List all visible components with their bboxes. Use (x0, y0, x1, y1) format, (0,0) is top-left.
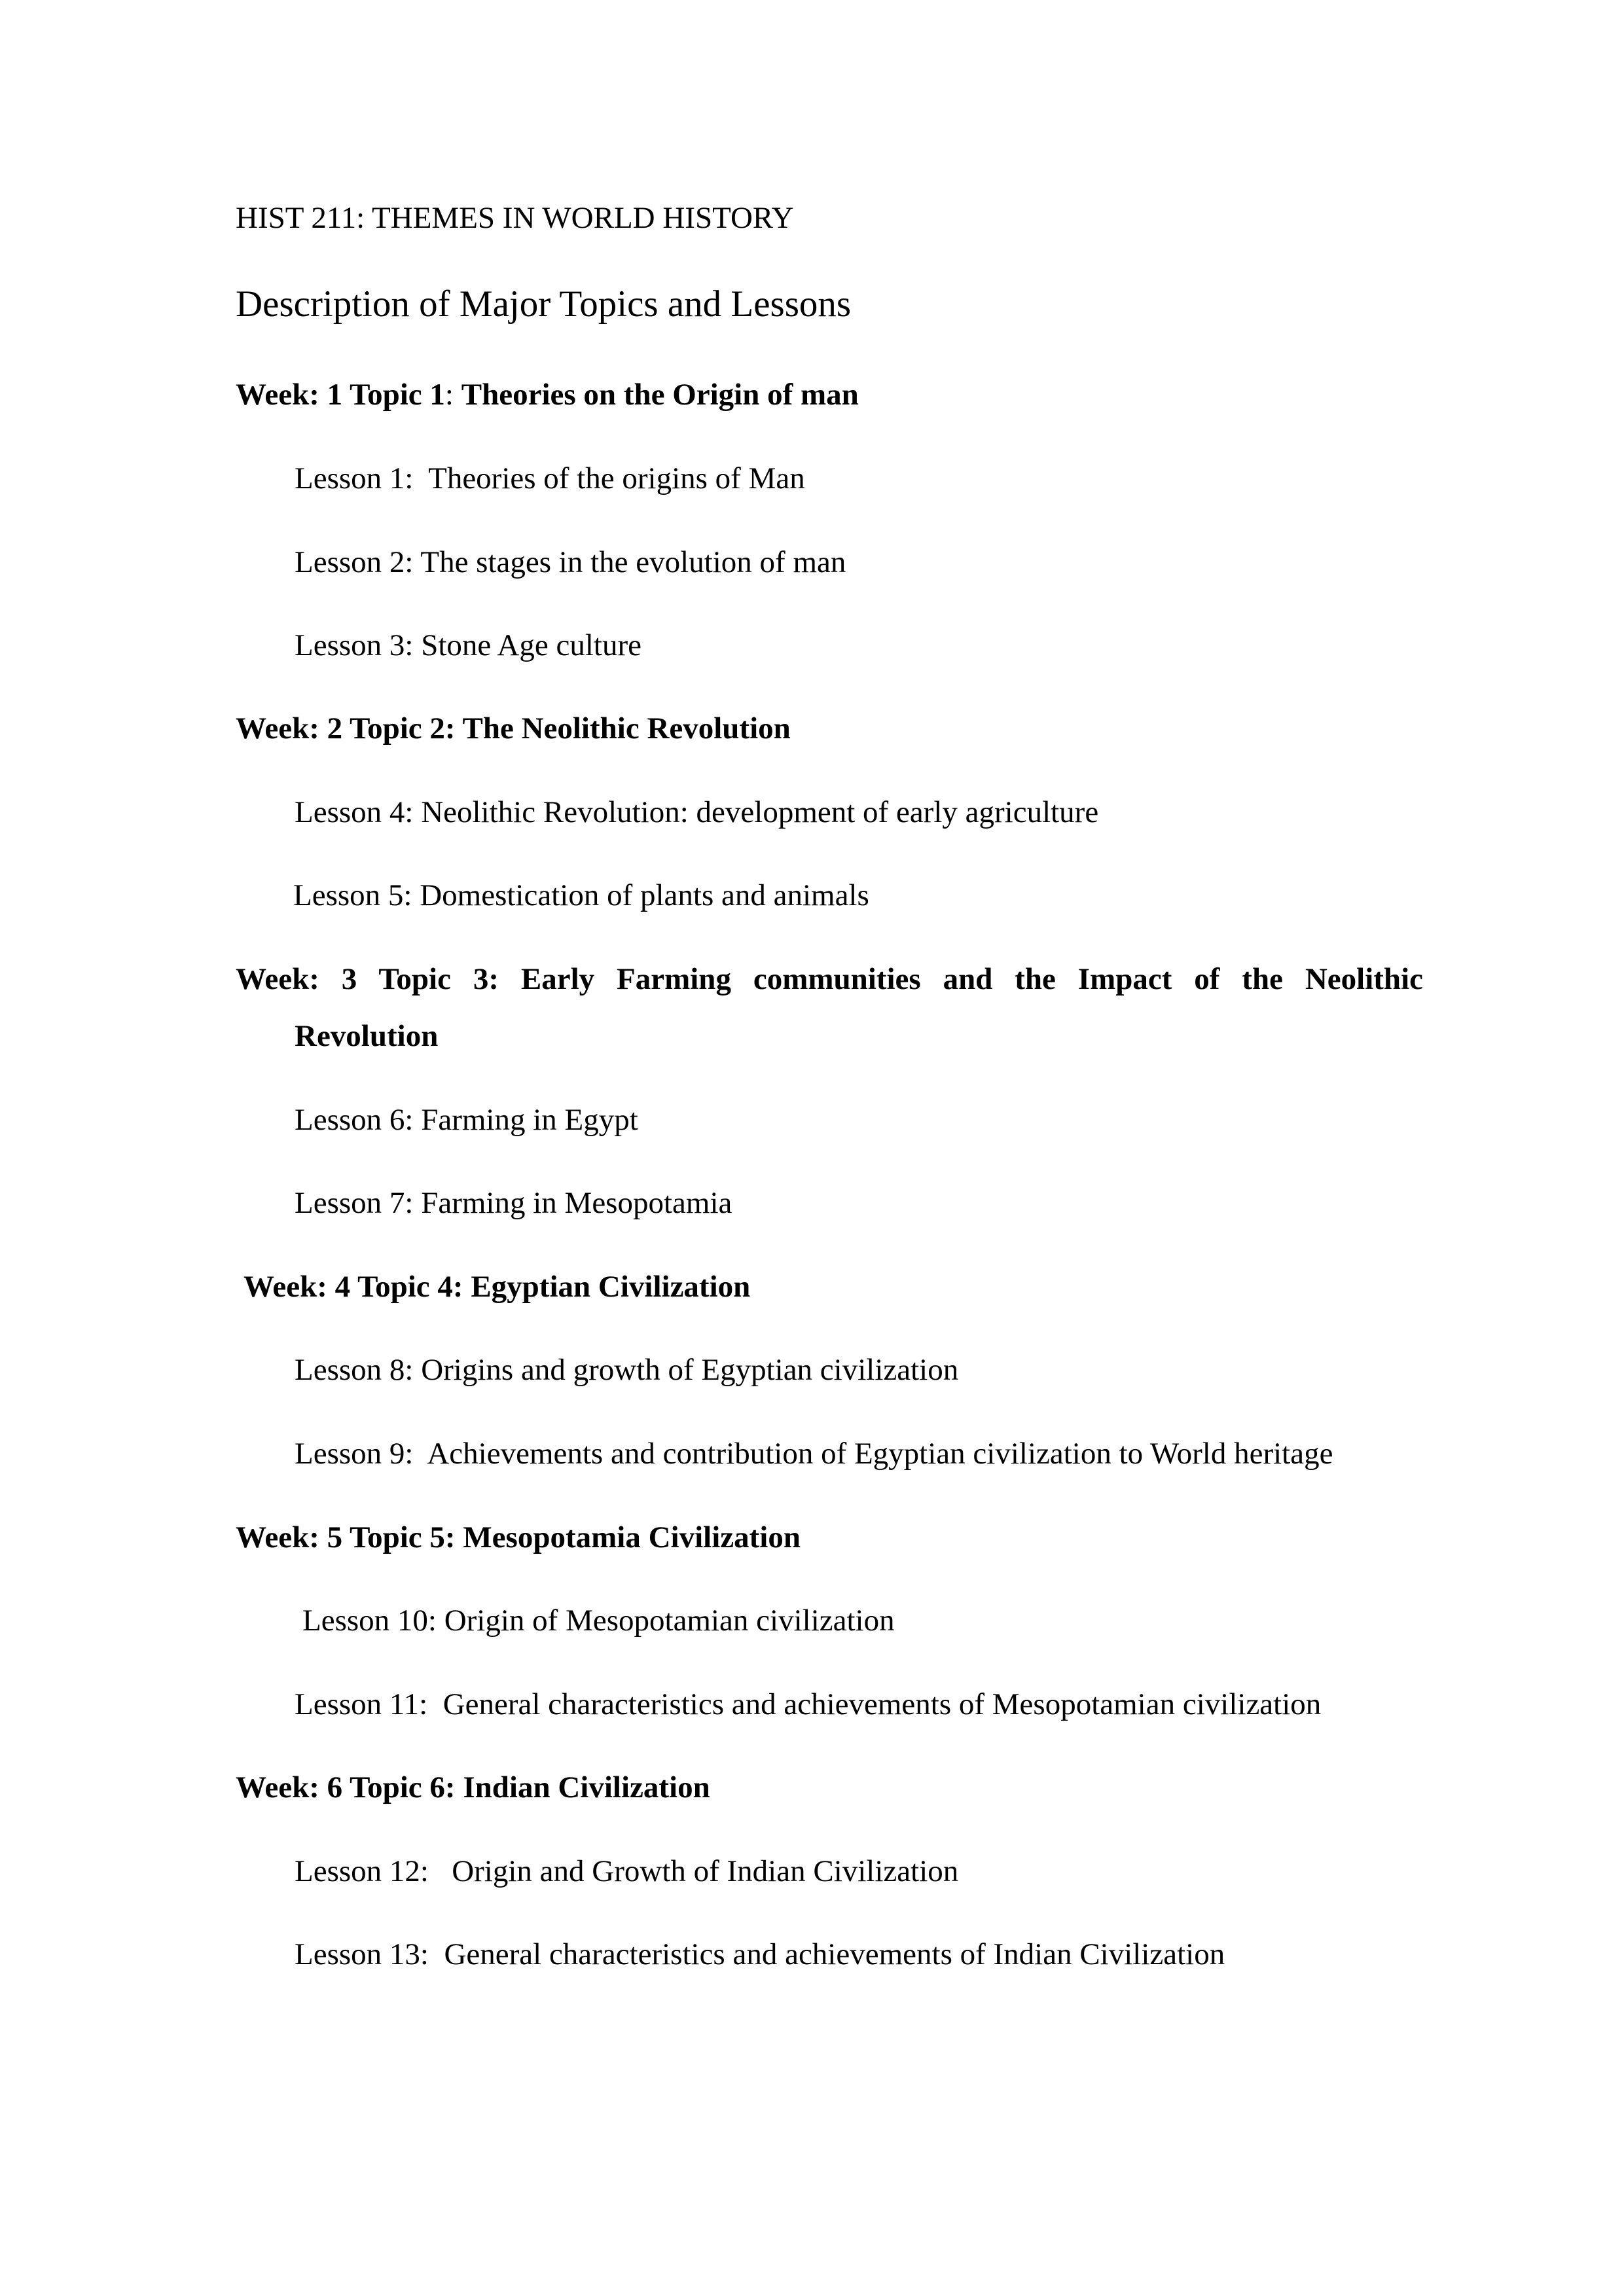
lesson-6: Lesson 6: Farming in Egypt (295, 1103, 638, 1137)
lesson-3: Lesson 3: Stone Age culture (295, 628, 641, 662)
lesson-13: Lesson 13: General characteristics and achievements of Indian Civilization (295, 1937, 1225, 1971)
lesson-9: Lesson 9: Achievements and contribution of Egyptian civilization to World heritage (295, 1437, 1333, 1471)
lesson-4: Lesson 4: Neolithic Revolution: development of early agriculture (295, 795, 1099, 829)
week-1-prefix: Week: 1 Topic 1 (236, 378, 445, 412)
week-3-heading-continued: Revolution (295, 1019, 439, 1053)
week-1-title: Theories on the Origin of man (461, 378, 859, 412)
lesson-1: Lesson 1: Theories of the origins of Man (295, 461, 805, 495)
week-2-heading: Week: 2 Topic 2: The Neolithic Revolution (236, 711, 791, 745)
lesson-5: Lesson 5: Domestication of plants and animals (293, 878, 869, 912)
week-1-separator: : (444, 378, 461, 412)
week-1-heading (236, 380, 859, 410)
course-code-title: HIST 211: THEMES IN WORLD HISTORY (236, 201, 794, 235)
lesson-2: Lesson 2: The stages in the evolution of man (295, 545, 846, 579)
lesson-12: Lesson 12: Origin and Growth of Indian Civilization (295, 1854, 959, 1888)
week-3-heading: Week: 3 Topic 3: Early Farming communities and the Impact of the Neolithic (236, 962, 1423, 996)
lesson-11: Lesson 11: General characteristics and achievements of Mesopotamian civilization (295, 1687, 1322, 1721)
week-5-heading: Week: 5 Topic 5: Mesopotamia Civilization (236, 1520, 801, 1554)
document-heading: Description of Major Topics and Lessons (236, 283, 852, 325)
week-6-heading: Week: 6 Topic 6: Indian Civilization (236, 1770, 710, 1804)
lesson-10: Lesson 10: Origin of Mesopotamian civilization (302, 1604, 895, 1638)
lesson-8: Lesson 8: Origins and growth of Egyptian civilization (295, 1353, 959, 1387)
lesson-7: Lesson 7: Farming in Mesopotamia (295, 1186, 732, 1220)
week-4-heading: Week: 4 Topic 4: Egyptian Civilization (244, 1270, 751, 1304)
